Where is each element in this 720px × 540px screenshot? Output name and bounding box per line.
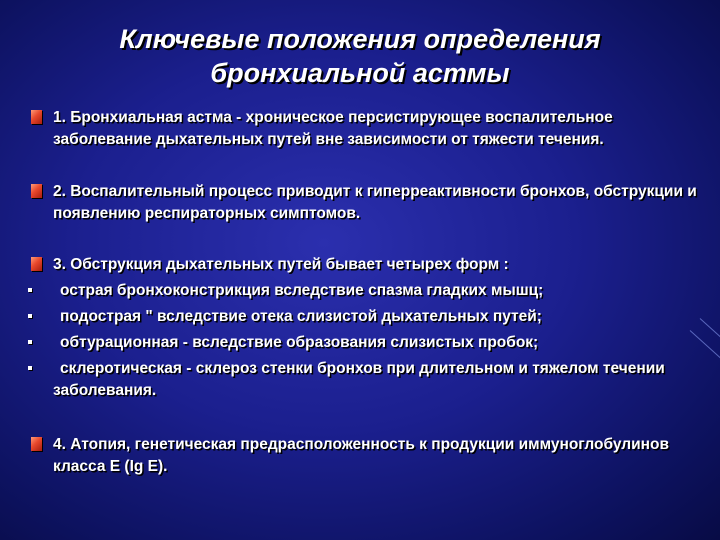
point-2 [53,181,703,225]
dot-bullet-icon [28,366,32,370]
square-bullet-icon [31,437,42,451]
point-4 [53,434,703,478]
square-bullet-icon [31,257,42,271]
point-2-text: 2. Воспалительный процесс приводит к гиперреактивности бронхов, обструкции и появлению респираторных симптомов. [53,183,697,222]
point-1-text: 1. Бронхиальная астма - хроническое персистирующее воспалительное заболевание дыхательных путей вне зависимости от тяжести течения. [53,109,613,148]
form-item-2 [53,306,703,328]
form-item-2-text: подострая " вследствие отека слизистой дыхательных путей; [60,308,542,325]
form-item-4 [53,358,703,402]
form-item-3-text: обтурационная - вследствие образования слизистых пробок; [60,334,539,351]
point-3 [53,254,703,276]
square-bullet-icon [31,184,42,198]
title-line-1: Ключевые положения определения [119,24,601,54]
title-line-2: бронхиальной астмы [210,58,510,88]
dot-bullet-icon [28,288,32,292]
form-item-3 [53,332,703,354]
slide-title [60,22,660,90]
form-item-1-text: острая бронхоконстрикция вследствие спазма гладких мышц; [60,282,544,299]
form-item-1 [53,280,703,302]
form-item-4-text: склеротическая - склероз стенки бронхов при длительном и тяжелом течении заболевания. [53,360,665,399]
point-3-text: 3. Обструкция дыхательных путей бывает четырех форм : [53,256,509,273]
point-1 [53,107,703,151]
point-4-text: 4. Атопия, генетическая предрасположенность к продукции иммуноглобулинов класса Е (Ig E). [53,436,670,475]
dot-bullet-icon [28,314,32,318]
square-bullet-icon [31,110,42,124]
dot-bullet-icon [28,340,32,344]
